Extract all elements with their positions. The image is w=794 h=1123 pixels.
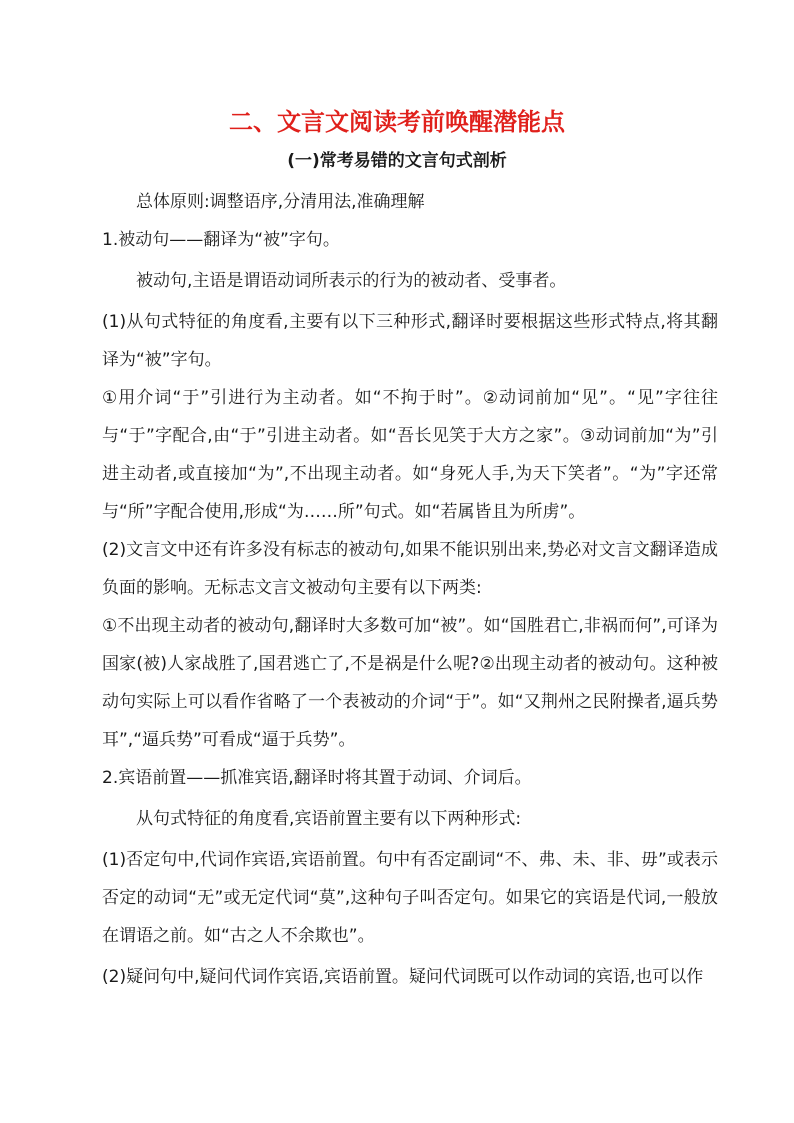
paragraph-passive-forms: (1)从句式特征的角度看,主要有以下三种形式,翻译时要根据这些形式特点,将其翻译为“被”字句。 — [102, 312, 718, 370]
paragraph-unmarked-passive: (2)文言文中还有许多没有标志的被动句,如果不能识别出来,势必对文言文翻译造成负面的影响。无标志文言文被动句主要有以下两类: — [102, 540, 718, 598]
paragraph-principle: 总体原则:调整语序,分清用法,准确理解 — [136, 192, 425, 212]
paragraph-passive-definition: 被动句,主语是谓语动词所表示的行为的被动者、受事者。 — [136, 271, 567, 291]
paragraph-interrogative-sentence: (2)疑问句中,疑问代词作宾语,宾语前置。疑问代词既可以作动词的宾语,也可以作 — [102, 967, 704, 987]
paragraph-negative-sentence: (1)否定句中,代词作宾语,宾语前置。句中有否定副词“不、弗、未、非、毋”或表示否定的动词“无”或无定代词“莫”,这种句子叫否定句。如果它的宾语是代词,一般放在谓语之前。如“古之人不余欺也”。 — [102, 850, 718, 946]
section-subtitle: (一)常考易错的文言句式剖析 — [287, 151, 507, 171]
paragraph-object-forms: 从句式特征的角度看,宾语前置主要有以下两种形式: — [136, 809, 522, 829]
heading-object-preposing: 2.宾语前置——抓准宾语,翻译时将其置于动词、介词后。 — [102, 768, 532, 788]
paragraph-unmarked-examples: ①不出现主动者的被动句,翻译时大多数可加“被”。如“国胜君亡,非祸而何”,可译为国家(被)人家战胜了,国君逃亡了,不是祸是什么呢?②出现主动者的被动句。这种被动句实际上可以看作省略了一个表被动的介词“于”。如“又荆州之民附操者,逼兵势耳”,“逼兵势”可看成“逼于兵势”。 — [102, 616, 718, 750]
heading-passive: 1.被动句——翻译为“被”字句。 — [102, 230, 340, 250]
page-title: 二、文言文阅读考前唤醒潜能点 — [229, 108, 565, 136]
paragraph-passive-examples: ①用介词“于”引进行为主动者。如“不拘于时”。②动词前加“见”。“见”字往往与“于”字配合,由“于”引进主动者。如“吾长见笑于大方之家”。③动词前加“为”引进主动者,或直接加“为”,不出现主动者。如“身死人手,为天下笑者”。“为”字还常与“所”字配合使用,形成“为……所”句式。如“若属皆且为所虏”。 — [102, 388, 718, 522]
document-body — [102, 183, 718, 996]
